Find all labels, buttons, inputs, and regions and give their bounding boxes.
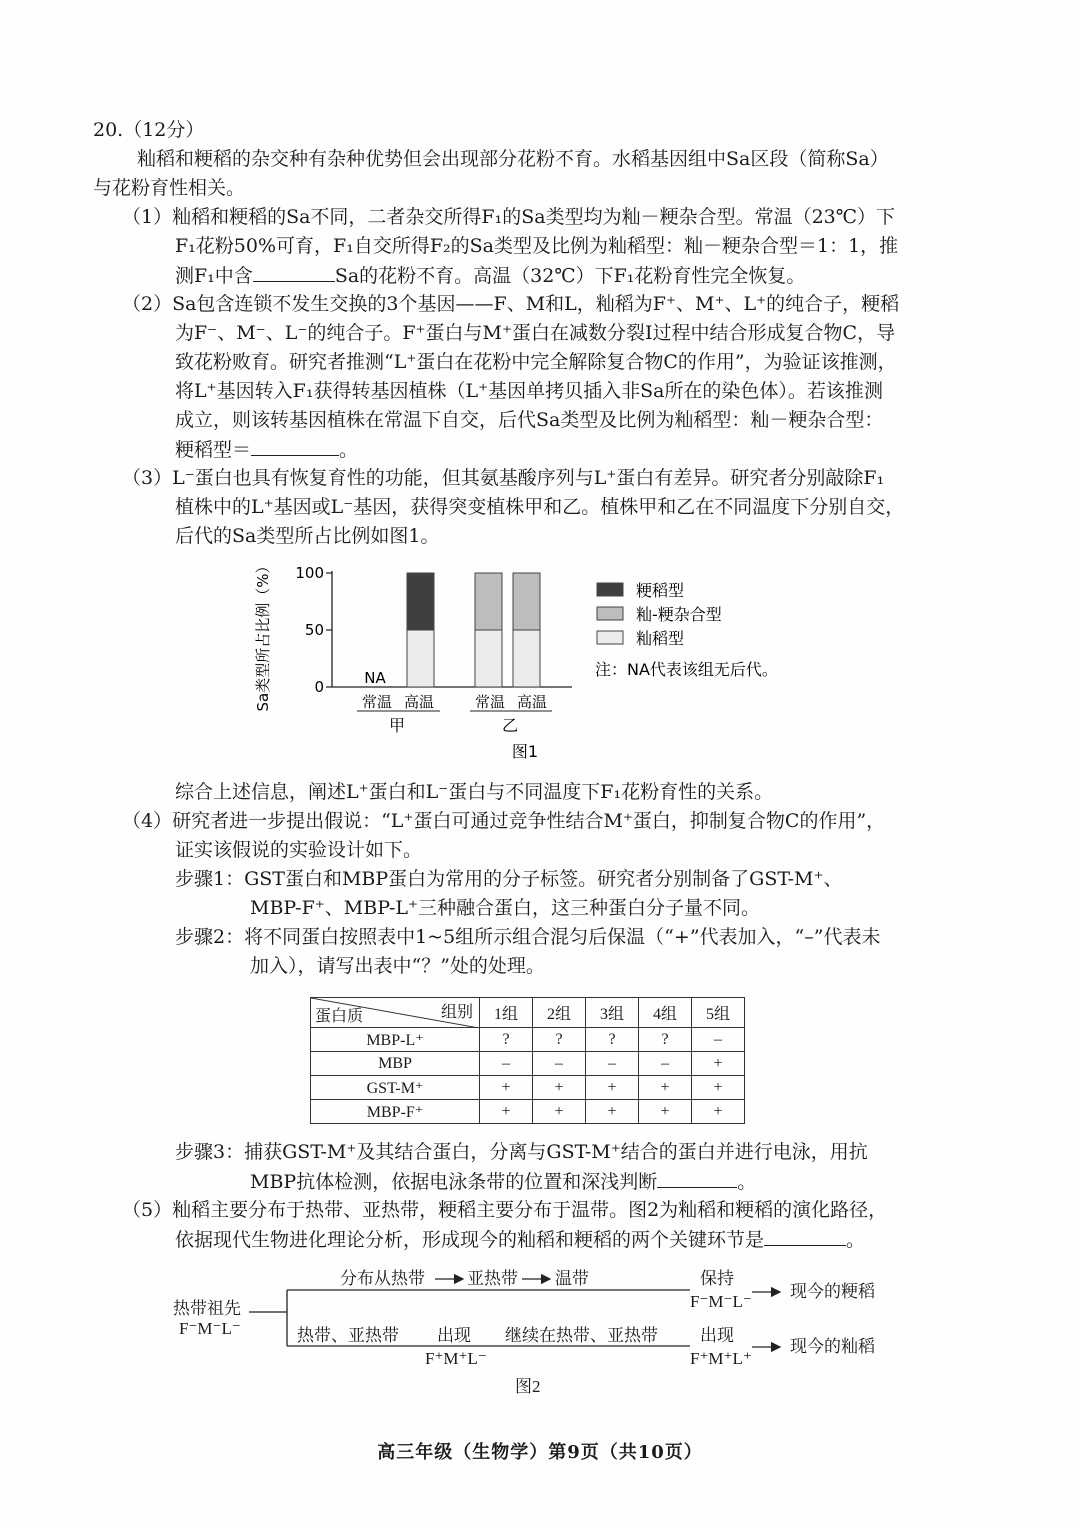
top-path-mid: 亚热带 [467, 1269, 518, 1288]
table-cell: + [533, 1100, 586, 1124]
part1-line: F₁花粉50%可育，F₁自交所得F₂的Sa类型及比例为籼稻型：籼－粳杂合型＝1：1，推 [175, 235, 899, 257]
page-footer: 高三年级（生物学）第9页（共10页） [377, 1442, 703, 1463]
col-header: 1组 [480, 998, 533, 1028]
step1-line: MBP-F⁺、MBP-L⁺三种融合蛋白，这三种蛋白分子量不同。 [250, 897, 761, 919]
step3-line: 步骤3：捕获GST-M⁺及其结合蛋白，分离与GST-M⁺结合的蛋白并进行电泳，用抗 [175, 1141, 868, 1163]
answer-blank-2[interactable] [251, 437, 339, 456]
part3-question: 综合上述信息，阐述L⁺蛋白和L⁻蛋白与不同温度下F₁花粉育性的关系。 [175, 781, 774, 803]
figure-caption: 图1 [511, 742, 539, 761]
table-cell: ? [533, 1028, 586, 1052]
table-cell: + [692, 1052, 745, 1076]
part1-line [175, 263, 805, 288]
bar-segment [407, 630, 434, 687]
intro-line: 籼稻和粳稻的杂交种有杂种优势但会出现部分花粉不育。水稻基因组中Sa区段（简称Sa） [137, 148, 889, 170]
na-label: NA [364, 669, 386, 687]
keep-label: 保持 [700, 1269, 734, 1288]
y-tick-label: 100 [295, 564, 324, 582]
group-label-yi: 乙 [501, 716, 519, 735]
x-tick-label: 常温 [361, 693, 393, 711]
bottom-path-mid: 继续在热带、亚热带 [505, 1326, 658, 1345]
table-cell: + [692, 1100, 745, 1124]
corner-top-label: 组别 [440, 1004, 473, 1021]
table-cell: – [586, 1052, 639, 1076]
table-cell: – [639, 1052, 692, 1076]
col-header: 3组 [586, 998, 639, 1028]
appear-1-genotype: F⁺M⁺L⁻ [425, 1349, 487, 1368]
table-row [311, 1028, 745, 1052]
ancestor-label: 热带祖先 [173, 1299, 241, 1318]
legend-label: 籼稻型 [636, 629, 685, 648]
bottom-path-start: 热带、亚热带 [297, 1326, 399, 1345]
table-row [311, 1052, 745, 1076]
row-label: GST-M⁺ [311, 1076, 480, 1100]
table-row [311, 1100, 745, 1124]
step3-text: 。 [737, 1171, 757, 1193]
part5-line: （5）籼稻主要分布于热带、亚热带，粳稻主要分布于温带。图2为籼稻和粳稻的演化路径， [122, 1199, 888, 1221]
table-cell: – [692, 1028, 745, 1052]
table-cell: ? [480, 1028, 533, 1052]
row-label: MBP-L⁺ [311, 1028, 480, 1052]
protein-table [310, 997, 745, 1124]
part5-line [175, 1227, 865, 1252]
bar-segment [475, 573, 502, 630]
y-tick-label: 0 [314, 678, 324, 696]
chart-note: 注：NA代表该组无后代。 [595, 660, 778, 679]
x-tick-label: 高温 [403, 693, 435, 711]
table-cell: + [533, 1076, 586, 1100]
part3-line: 后代的Sa类型所占比例如图1。 [175, 525, 440, 547]
chart-svg [240, 555, 840, 775]
bar-segment [513, 573, 540, 630]
step2-line: 加入），请写出表中“？”处的处理。 [250, 955, 545, 977]
table-cell: ? [639, 1028, 692, 1052]
part3-line: 植株中的L⁺基因或L⁻基因，获得突变植株甲和乙。植株甲和乙在不同温度下分别自交， [175, 496, 905, 518]
keep-genotype: F⁻M⁻L⁻ [690, 1292, 752, 1311]
step1-line: 步骤1：GST蛋白和MBP蛋白为常用的分子标签。研究者分别制备了GST-M⁺、 [175, 868, 843, 890]
legend-label: 籼-粳杂合型 [636, 605, 722, 624]
part2-line [175, 437, 358, 462]
chart-ylabel: Sa类型所占比例（%） [254, 558, 272, 712]
part2-line: 将L⁺基因转入F₁获得转基因植株（L⁺基因单拷贝插入非Sa所在的染色体）。若该推测 [175, 380, 883, 402]
intro-line: 与花粉育性相关。 [93, 177, 246, 199]
part5-text: 依据现代生物进化理论分析，形成现今的籼稻和粳稻的两个关键环节是 [175, 1229, 765, 1251]
part4-line: 证实该假说的实验设计如下。 [175, 839, 423, 861]
part2-line: 致花粉败育。研究者推测“L⁺蛋白在花粉中完全解除复合物C的作用”，为验证该推测， [175, 351, 897, 373]
bar-segment [513, 630, 540, 687]
corner-bottom-label: 蛋白质 [315, 1008, 364, 1025]
table-cell: + [480, 1100, 533, 1124]
table-cell: + [639, 1100, 692, 1124]
top-path-start: 分布从热带 [340, 1269, 425, 1288]
part3-line: （3）L⁻蛋白也具有恢复育性的功能，但其氨基酸序列与L⁺蛋白有差异。研究者分别敲除F₁ [122, 467, 885, 489]
table-cell: + [480, 1076, 533, 1100]
answer-blank-3[interactable] [657, 1169, 737, 1188]
figure-2-diagram [165, 1262, 925, 1402]
figure-2-caption: 图2 [515, 1377, 541, 1396]
part2-text: 。 [339, 439, 359, 461]
appear-1: 出现 [437, 1326, 471, 1345]
legend-swatch [597, 607, 623, 620]
table-row [311, 1076, 745, 1100]
step3-text: MBP抗体检测，依据电泳条带的位置和深浅判断 [250, 1171, 658, 1193]
col-header: 5组 [692, 998, 745, 1028]
legend-swatch [597, 631, 623, 644]
group-label-jia: 甲 [388, 716, 406, 735]
table-cell: + [586, 1100, 639, 1124]
top-path-end: 温带 [555, 1269, 589, 1288]
row-label: MBP [311, 1052, 480, 1076]
x-tick-label: 高温 [516, 693, 548, 711]
appear-2: 出现 [700, 1326, 734, 1345]
indica-label: 现今的籼稻 [790, 1337, 875, 1356]
part1-text: Sa的花粉不育。高温（32℃）下F₁花粉育性完全恢复。 [334, 265, 806, 287]
appear-2-genotype: F⁺M⁺L⁺ [690, 1349, 752, 1368]
col-header: 2组 [533, 998, 586, 1028]
col-header: 4组 [639, 998, 692, 1028]
legend-label: 粳稻型 [636, 581, 685, 600]
table-cell: – [533, 1052, 586, 1076]
table-corner [311, 998, 480, 1028]
y-tick-label: 50 [304, 621, 324, 639]
step3-line [250, 1169, 756, 1194]
japonica-label: 现今的粳稻 [790, 1282, 875, 1301]
part2-text: 粳稻型＝ [175, 439, 252, 461]
answer-blank-4[interactable] [764, 1227, 846, 1246]
question-number: 20.（12分） [93, 119, 205, 141]
table-cell: ? [586, 1028, 639, 1052]
part1-line: （1）籼稻和粳稻的Sa不同，二者杂交所得F₁的Sa类型均为籼－粳杂合型。常温（23℃）下 [122, 206, 896, 228]
evolution-diagram [165, 1262, 925, 1402]
row-label: MBP-F⁺ [311, 1100, 480, 1124]
ancestor-genotype: F⁻M⁻L⁻ [179, 1319, 241, 1338]
step2-line: 步骤2：将不同蛋白按照表中1~5组所示组合混匀后保温（“+”代表加入，“–”代表未 [175, 926, 881, 948]
table-cell: + [692, 1076, 745, 1100]
legend-swatch [597, 583, 623, 596]
part1-text: 测F₁中含 [175, 265, 253, 287]
part2-line: 为F⁻、M⁻、L⁻的纯合子。F⁺蛋白与M⁺蛋白在减数分裂Ⅰ过程中结合形成复合物C，导 [175, 322, 896, 344]
part2-line: （2）Sa包含连锁不发生交换的3个基因——F、M和L，籼稻为F⁺、M⁺、L⁺的纯合子，粳稻 [122, 293, 900, 315]
bar-segment [407, 573, 434, 630]
answer-blank-1[interactable] [253, 263, 335, 282]
part4-line: （4）研究者进一步提出假说：“L⁺蛋白可通过竞争性结合M⁺蛋白，抑制复合物C的作用”， [122, 810, 886, 832]
part5-text: 。 [846, 1229, 866, 1251]
table-cell: + [586, 1076, 639, 1100]
table-cell: – [480, 1052, 533, 1076]
figure-1-chart [240, 555, 840, 775]
part2-line: 成立，则该转基因植株在常温下自交，后代Sa类型及比例为籼稻型：籼－粳杂合型： [175, 409, 884, 431]
x-tick-label: 常温 [474, 693, 506, 711]
bar-segment [475, 630, 502, 687]
table-cell: + [639, 1076, 692, 1100]
